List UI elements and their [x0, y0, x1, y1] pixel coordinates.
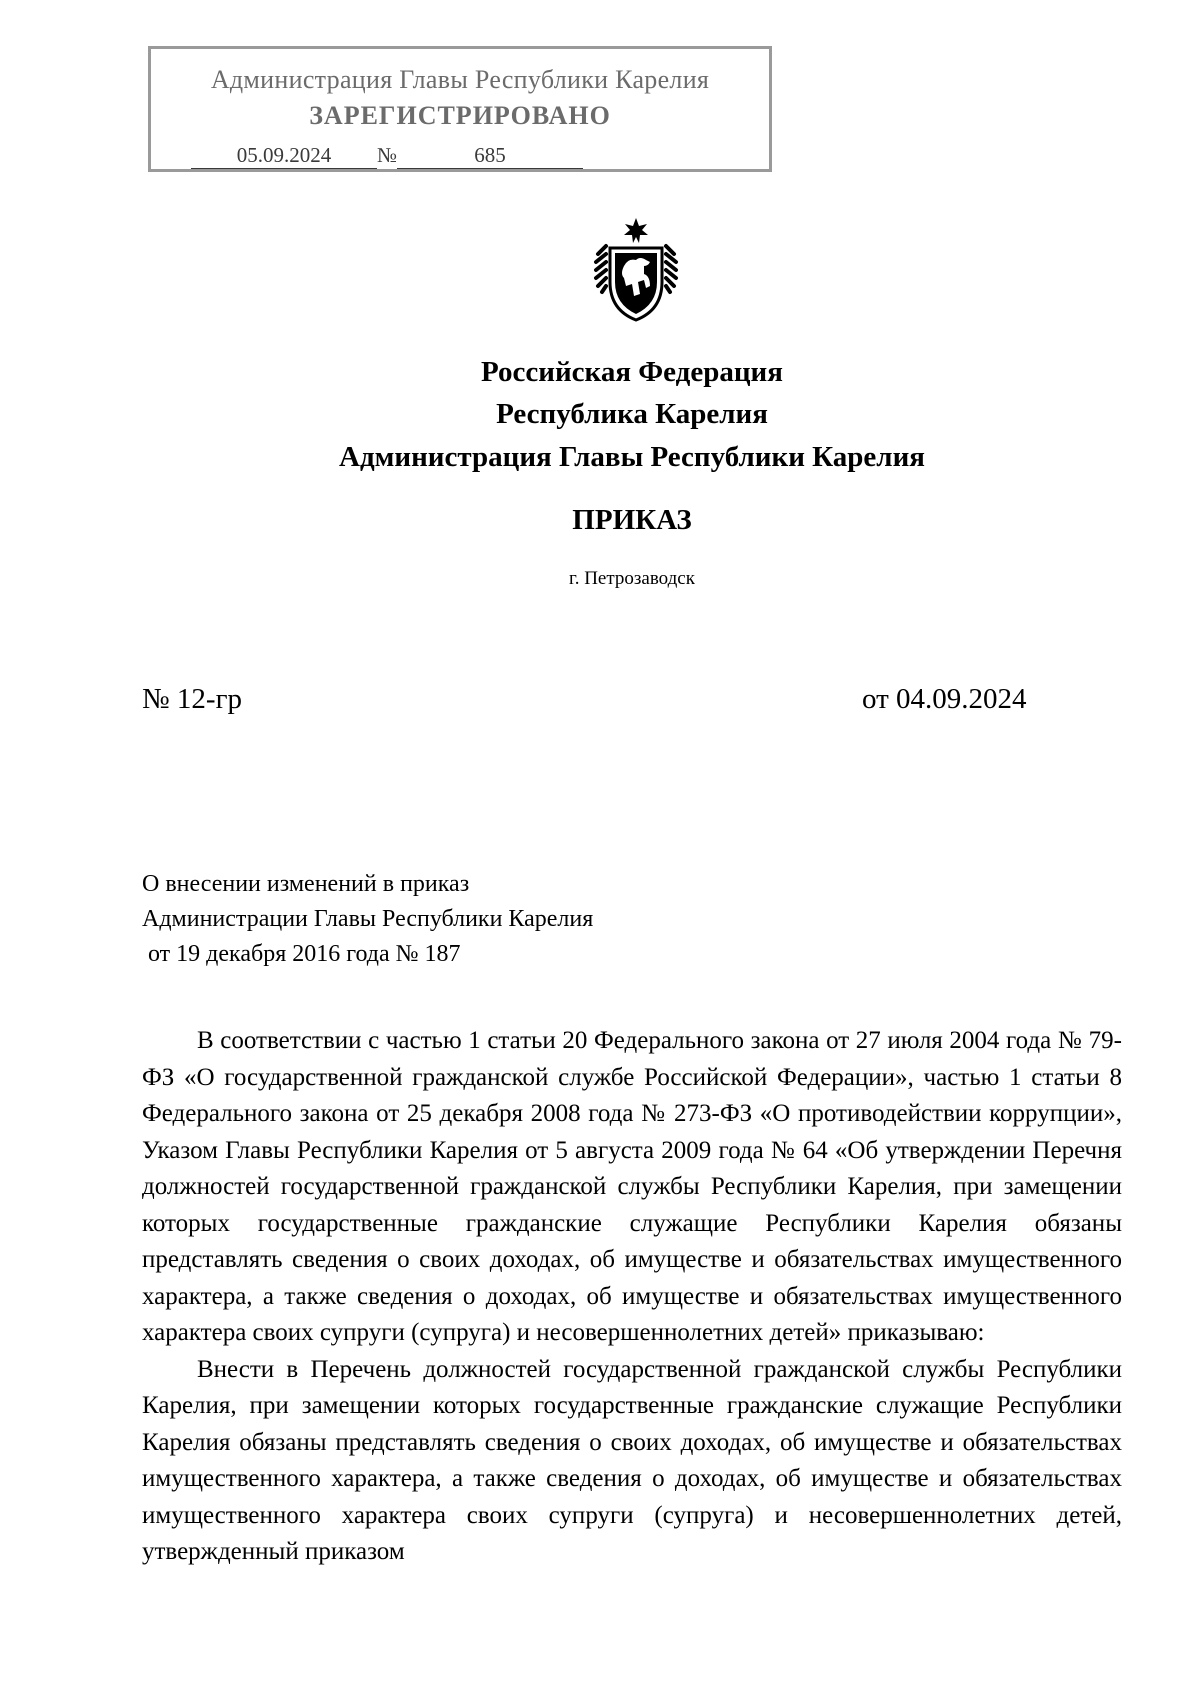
- order-number: № 12-гр: [142, 683, 242, 715]
- stamp-organization: Администрация Главы Республики Карелия: [210, 65, 710, 94]
- document-city: г. Петрозаводск: [569, 568, 695, 589]
- stamp-number-sign: №: [377, 143, 398, 167]
- stamp-status: ЗАРЕГИСТРИРОВАНО: [309, 101, 611, 130]
- stamp-registration-line: [191, 143, 583, 169]
- subject-line: от 19 декабря 2016 года № 187: [142, 941, 461, 967]
- header-republic: Республика Карелия: [496, 398, 768, 430]
- document-body: [142, 1023, 1122, 1571]
- document-type-title: ПРИКАЗ: [572, 504, 692, 536]
- subject-line: О внесении изменений в приказ: [142, 871, 470, 897]
- stamp-number: 685: [397, 143, 583, 169]
- order-subject: [142, 867, 593, 972]
- header-administration: Администрация Главы Республики Карелия: [339, 441, 925, 473]
- body-paragraph: Внести в Перечень должностей государственной гражданской службы Республики Карелия, при замещении которых государственные гражданские служащие Республики Карелия обязаны представлять сведения о своих доходах, об имуществе и обязательствах имущественного характера, а также сведения о доходах, об имуществе и обязательствах имущественного характера своих супруги (супруга) и несовершеннолетних детей, утвержденный приказом: [142, 1355, 1122, 1565]
- registration-stamp: [148, 46, 772, 172]
- subject-line: Администрации Главы Республики Карелия: [142, 906, 594, 932]
- karelia-coat-of-arms-icon: [588, 216, 684, 326]
- stamp-date: 05.09.2024: [191, 143, 377, 169]
- body-paragraph: В соответствии с частью 1 статьи 20 Федерального закона от 27 июля 2004 года № 79-ФЗ «О государственной гражданской службе Российской Федерации», частью 1 статьи 8 Федерального закона от 25 декабря 2008 года № 273-ФЗ «О противодействии коррупции», Указом Главы Республики Карелия от 5 августа 2009 года № 64 «Об утверждении Перечня должностей государственной гражданской службы Республики Карелия, при замещении которых государственные гражданские служащие Республики Карелия обязаны представлять сведения о своих доходах, об имуществе и обязательствах имущественного характера, а также сведения о доходах, об имуществе и обязательствах имущественного характера своих супруги (супруга) и несовершеннолетних детей» приказываю:: [142, 1027, 1122, 1346]
- header-country: Российская Федерация: [481, 356, 783, 388]
- order-date: от 04.09.2024: [862, 683, 1027, 715]
